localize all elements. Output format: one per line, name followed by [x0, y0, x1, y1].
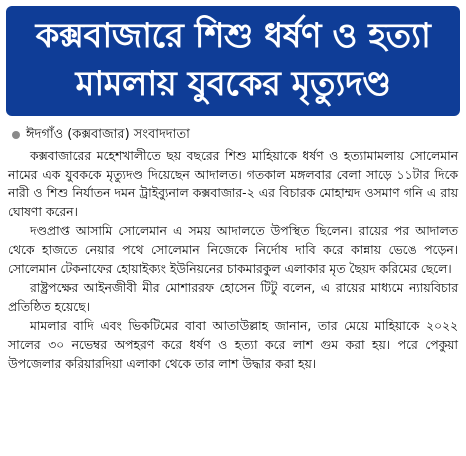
article-body [8, 147, 458, 374]
article-paragraph-2: দণ্ডপ্রাপ্ত আসামি সোলেমান এ সময় আদালতে উপস্থিত ছিলেন। রায়ের পর আদালত থেকে হাজতে নেয়ার পথে সোলেমান নিজেকে নির্দোষ দাবি করে কান্নায় ভেঙে পড়েন। সোলেমান টেকনাফের হোয়াইক্যং ইউনিয়নের চাকমারকুল এলাকার মৃত ছৈয়দ করিমের ছেলে। [8, 224, 458, 276]
article-paragraph-1: কক্সবাজারের মহেশখালীতে ছয় বছরের শিশু মাহিয়াকে ধর্ষণ ও হত্যামামলায় সোলেমান নামের এক যুবককে মৃত্যুদণ্ড দিয়েছেন আদালত। গতকাল মঙ্গলবার বেলা সাড়ে ১১টার দিকে নারী ও শিশু নির্যাতন দমন ট্রাইব্যুনাল কক্সবাজার-২ এর বিচারক মোহাম্মদ ওসমাণ গনি এ রায় ঘোষণা করেন। [8, 149, 458, 219]
article-paragraph-3: রাষ্ট্রপক্ষের আইনজীবী মীর মোশাররফ হোসেন টিটু বলেন, এ রায়ের মাধ্যমে ন্যায়বিচার প্রতিষ্ঠিত হয়েছে। [8, 281, 458, 314]
headline-banner [6, 6, 460, 116]
headline-line-1: কক্সবাজারে শিশু ধর্ষণ ও হত্যা [35, 16, 431, 56]
article-paragraph-4: মামলার বাদি এবং ভিকটিমের বাবা আতাউল্লাহ জানান, তার মেয়ে মাহিয়াকে ২০২২ সালের ৩০ নভেম্বর অপহরণ করে ধর্ষণ ও হত্যা করে লাশ গুম করা হয়। পরে পেকুয়া উপজেলার করিয়ারদিয়া এলাকা থেকে তার লাশ উদ্ধার করা হয়। [8, 319, 458, 371]
dateline-text: ঈদগাঁও (কক্সবাজার) সংবাদদাতা [26, 126, 190, 142]
headline-line-2: মামলায় যুবকের মৃত্যুদণ্ড [75, 64, 391, 104]
dateline [12, 125, 190, 145]
bullet-icon [12, 131, 20, 139]
